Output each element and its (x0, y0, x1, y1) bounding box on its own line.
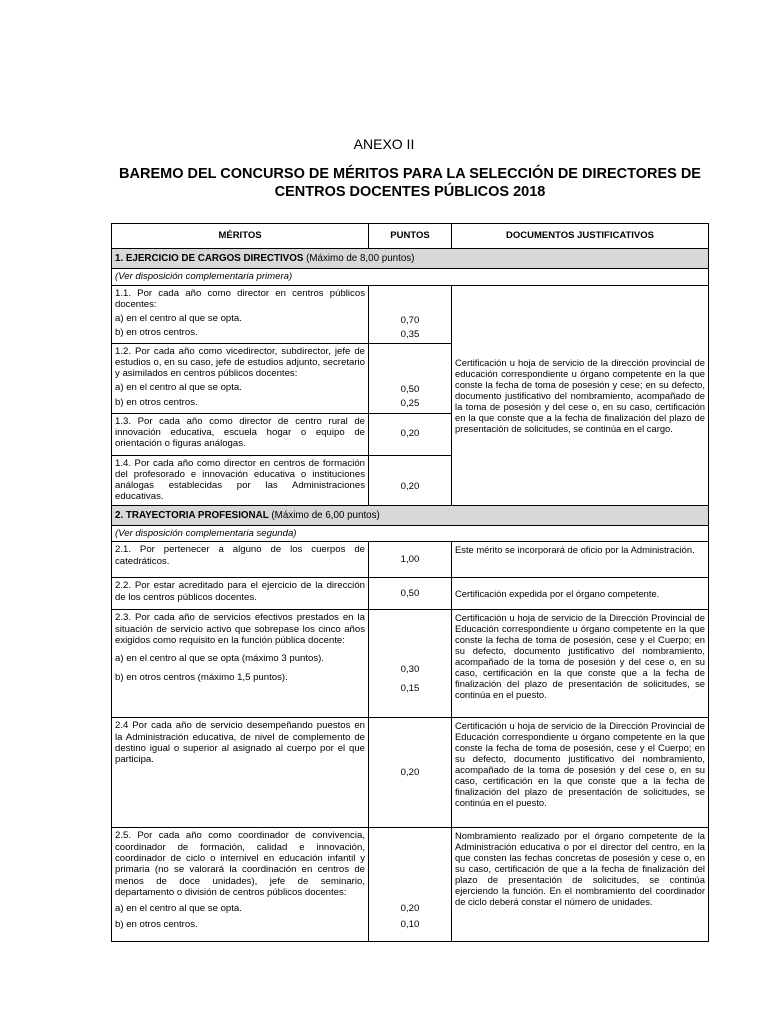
note-row (112, 269, 709, 285)
merit-2-2: 2.2. Por estar acreditado para el ejercicio de la dirección de los centros públicos docentes. (112, 578, 369, 610)
merit-option-b: b) en otros centros (máximo 1,5 puntos). (115, 671, 288, 683)
points-b: 0,15 (400, 682, 420, 694)
section-1-title: 1. EJERCICIO DE CARGOS DIRECTIVOS (115, 253, 304, 264)
doc-2-4: Certificación u hoja de servicio de la Dirección Provincial de Educación correspondiente u órgano competente en la que conste la fecha de toma de posesión, cese y el Cuerpo; en su defecto, documento justificativo del nombramiento, acompañado de la toma de posesión y del cese o, en su caso, certificación en la que conste que a la fecha de finalización del plazo de presentación de solicitudes, se continúa en el puesto. (452, 718, 709, 828)
merit-text: 2.5. Por cada año como coordinador de convivencia, coordinador de formación, calidad e innovación, coordinador de ciclo o internivel en educación infantil y primaria (no se valorará la coordinación en centros de menos de doce unidades), jefe de seminario, departamento o división de centros públicos docentes: (115, 830, 365, 898)
merit-1-4: 1.4. Por cada año como director en centros de formación del profesorado e innovación educativa o instituciones análogas establecidas por las Administraciones educativas. (112, 455, 369, 505)
merit-text: 1.1. Por cada año como director en centros públicos docentes: (115, 287, 365, 310)
table-row (112, 610, 709, 718)
merit-text: 2.3. Por cada año de servicios efectivos prestados en la situación de servicio activo que sobrepase los cinco años exigidos como requisito en la función pública docente: (115, 612, 365, 646)
points-a: 0,50 (400, 383, 420, 395)
section-1-max: (Máximo de 8,00 puntos) (303, 253, 415, 264)
merit-2-5 (112, 828, 369, 942)
section-2-heading (112, 505, 709, 525)
title-line-1: BAREMO DEL CONCURSO DE MÉRITOS PARA LA SELECCIÓN DE DIRECTORES DE (119, 166, 701, 182)
section-row (112, 249, 709, 269)
annex-label: ANEXO II (353, 136, 415, 152)
merit-2-3 (112, 610, 369, 718)
merit-option-a: a) en el centro al que se opta. (115, 313, 242, 325)
title-line-2: CENTROS DOCENTES PÚBLICOS 2018 (274, 184, 546, 200)
points-2-3 (369, 610, 452, 718)
merit-option-b: b) en otros centros. (115, 327, 198, 339)
merit-1-1 (112, 285, 369, 343)
section-2-title: 2. TRAYECTORIA PROFESIONAL (115, 509, 269, 521)
table-header-row (112, 224, 709, 249)
merit-option-a: a) en el centro al que se opta. (115, 903, 242, 915)
merit-option-b: b) en otros centros. (115, 396, 198, 408)
points-a: 0,70 (400, 314, 420, 326)
points-b: 0,10 (400, 918, 420, 930)
note-row (112, 526, 709, 542)
points-b: 0,25 (400, 397, 420, 409)
table-row (112, 828, 709, 942)
points-1-3: 0,20 (369, 413, 452, 455)
points-2-2: 0,50 (369, 578, 452, 610)
section-1-note: (Ver disposición complementaria primera) (112, 269, 709, 285)
doc-2-3: Certificación u hoja de servicio de la Dirección Provincial de Educación correspondiente u órgano competente en la que conste la fecha de toma de posesión, cese y el Cuerpo; en su defecto, documento justificativo del nombramiento, acompañado de la toma de posesión y del cese o, en su caso, certificación en la que conste que a la fecha de finalización del plazo de presentación de solicitudes, se continúa en el puesto. (452, 610, 709, 718)
page-title (100, 165, 720, 201)
merit-text: 1.2. Por cada año como vicedirector, subdirector, jefe de estudios o, en su caso, jefe de estudios adjunto, secretario y asimilados en centros públicos docentes: (115, 345, 365, 380)
table-row (112, 578, 709, 610)
header-puntos: PUNTOS (369, 224, 452, 249)
doc-2-1: Este mérito se incorporará de oficio por la Administración. (452, 542, 709, 578)
header-documentos: DOCUMENTOS JUSTIFICATIVOS (452, 224, 709, 249)
doc-2-5: Nombramiento realizado por el órgano competente de la Administración educativa o por el director del centro, en la que consten las fechas concretas de posesión y cese o, en su caso, certificación de que a la fecha de finalización del plazo de presentación de solicitudes, se continúa ejerciendo la función. En el nombramiento del coordinador de ciclo deberá constar el número de unidades. (452, 828, 709, 942)
merit-1-2 (112, 343, 369, 413)
section-row (112, 505, 709, 525)
merit-option-a: a) en el centro al que se opta. (115, 382, 242, 394)
section-2-max: (Máximo de 6,00 puntos) (268, 509, 380, 521)
points-a: 0,30 (400, 664, 420, 676)
merit-1-3: 1.3. Por cada año como director de centro rural de innovación educativa, escuela hogar o equipo de orientación o figuras análogas. (112, 413, 369, 455)
points-a: 0,20 (400, 903, 420, 915)
header-meritos: MÉRITOS (112, 224, 369, 249)
table-row (112, 285, 709, 343)
points-2-5 (369, 828, 452, 942)
points-1-1 (369, 285, 452, 343)
points-2-1: 1,00 (369, 542, 452, 578)
points-b: 0,35 (400, 328, 420, 340)
table-row (112, 542, 709, 578)
section-1-heading (112, 249, 709, 269)
points-1-2 (369, 343, 452, 413)
points-2-4: 0,20 (369, 718, 452, 828)
doc-2-2: Certificación expedida por el órgano competente. (452, 578, 709, 610)
merit-2-4: 2.4 Por cada año de servicio desempeñando puestos en la Administración educativa, de nivel de complemento de destino igual o superior al asignado al cuerpo por el que participa. (112, 718, 369, 828)
section-2-note: (Ver disposición complementaria segunda) (112, 526, 709, 542)
merit-2-1: 2.1. Por pertenecer a alguno de los cuerpos de catedráticos. (112, 542, 369, 578)
merit-option-a: a) en el centro al que se opta (máximo 3 puntos). (115, 653, 325, 665)
merit-option-b: b) en otros centros. (115, 919, 198, 931)
table-row (112, 718, 709, 828)
doc-section-1: Certificación u hoja de servicio de la dirección provincial de educación correspondiente u órgano competente en la que conste la fecha de toma de posesión y cese; en su defecto, documento justificativo del nombramiento, acompañado de la toma de posesión y del cese o, en su caso, certificación en la que conste que a la fecha de finalización del plazo de presentación de solicitudes, se continúa en el cargo. (452, 285, 709, 505)
points-1-4: 0,20 (369, 455, 452, 505)
merits-table (111, 223, 709, 942)
